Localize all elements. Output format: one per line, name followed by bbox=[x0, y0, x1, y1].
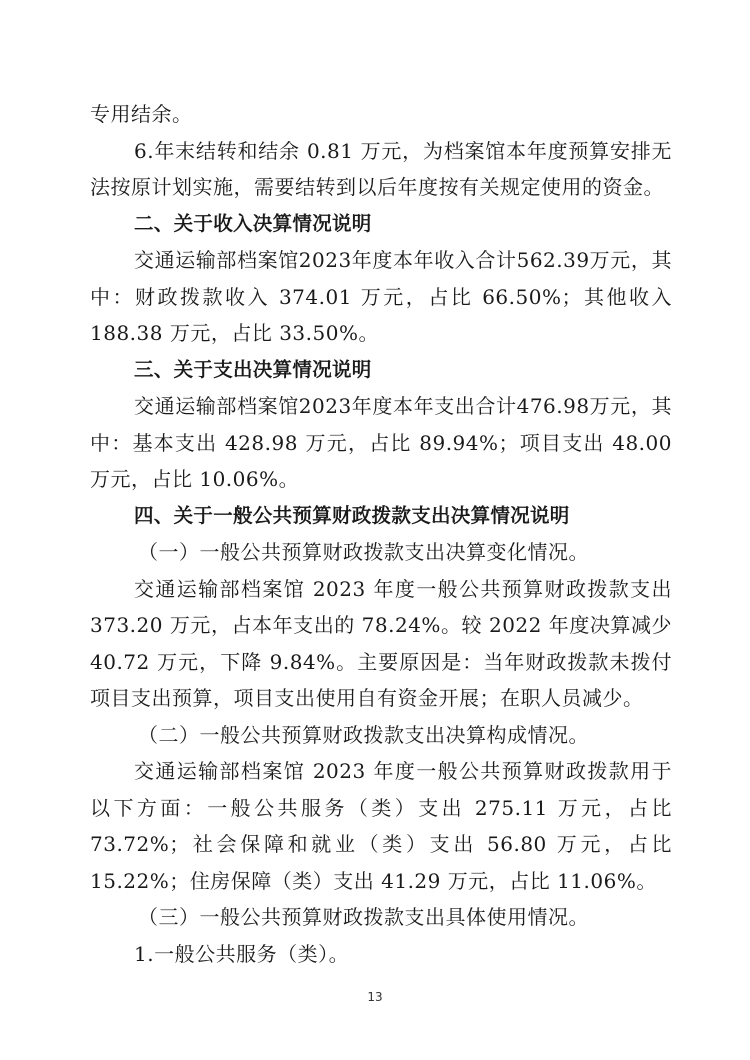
paragraph-change: 交通运输部档案馆 2023 年度一般公共预算财政拨款支出 373.20 万元，占本年支出的 78.24%。较 2022 年度决算减少 40.72 万元，下降 9.84%。主要原因是：当年财政拨款未拨付项目支出预算，项目支出使用自有资金开展；在职人员减少。 bbox=[90, 576, 672, 710]
paragraph-income: 交通运输部档案馆2023年度本年收入合计562.39万元，其中：财政拨款收入 374.01 万元，占比 66.50%；其他收入 188.38 万元，占比 33.50%。 bbox=[90, 248, 672, 345]
paragraph-continuation: 专用结余。 bbox=[90, 102, 193, 126]
subheading-composition: （二）一般公共预算财政拨款支出决算构成情况。 bbox=[138, 722, 589, 747]
subheading-usage: （三）一般公共预算财政拨款支出具体使用情况。 bbox=[138, 905, 589, 929]
document-page bbox=[90, 96, 672, 972]
paragraph-carryover-balance: 6.年末结转和结余 0.81 万元，为档案馆本年度预算安排无法按原计划实施，需要结转到以后年度按有关规定使用的资金。 bbox=[90, 138, 672, 199]
paragraph-general-public-services: 1.一般公共服务（类）。 bbox=[134, 941, 350, 966]
page-number: 13 bbox=[367, 990, 383, 1004]
paragraph-composition: 交通运输部档案馆 2023 年度一般公共预算财政拨款用于以下方面：一般公共服务（类）支出 275.11 万元，占比 73.72%；社会保障和就业（类）支出 56.80 万元，占比 15.22%；住房保障（类）支出 41.29 万元，占比 11.06%。 bbox=[90, 759, 672, 893]
section-heading-income: 二、关于收入决算情况说明 bbox=[134, 211, 372, 235]
section-heading-general-budget: 四、关于一般公共预算财政拨款支出决算情况说明 bbox=[134, 503, 570, 527]
paragraph-expenditure: 交通运输部档案馆2023年度本年支出合计476.98万元，其中：基本支出 428.98 万元，占比 89.94%；项目支出 48.00 万元，占比 10.06%。 bbox=[90, 394, 672, 491]
section-heading-expenditure: 三、关于支出决算情况说明 bbox=[134, 357, 372, 381]
subheading-change: （一）一般公共预算财政拨款支出决算变化情况。 bbox=[138, 540, 589, 564]
